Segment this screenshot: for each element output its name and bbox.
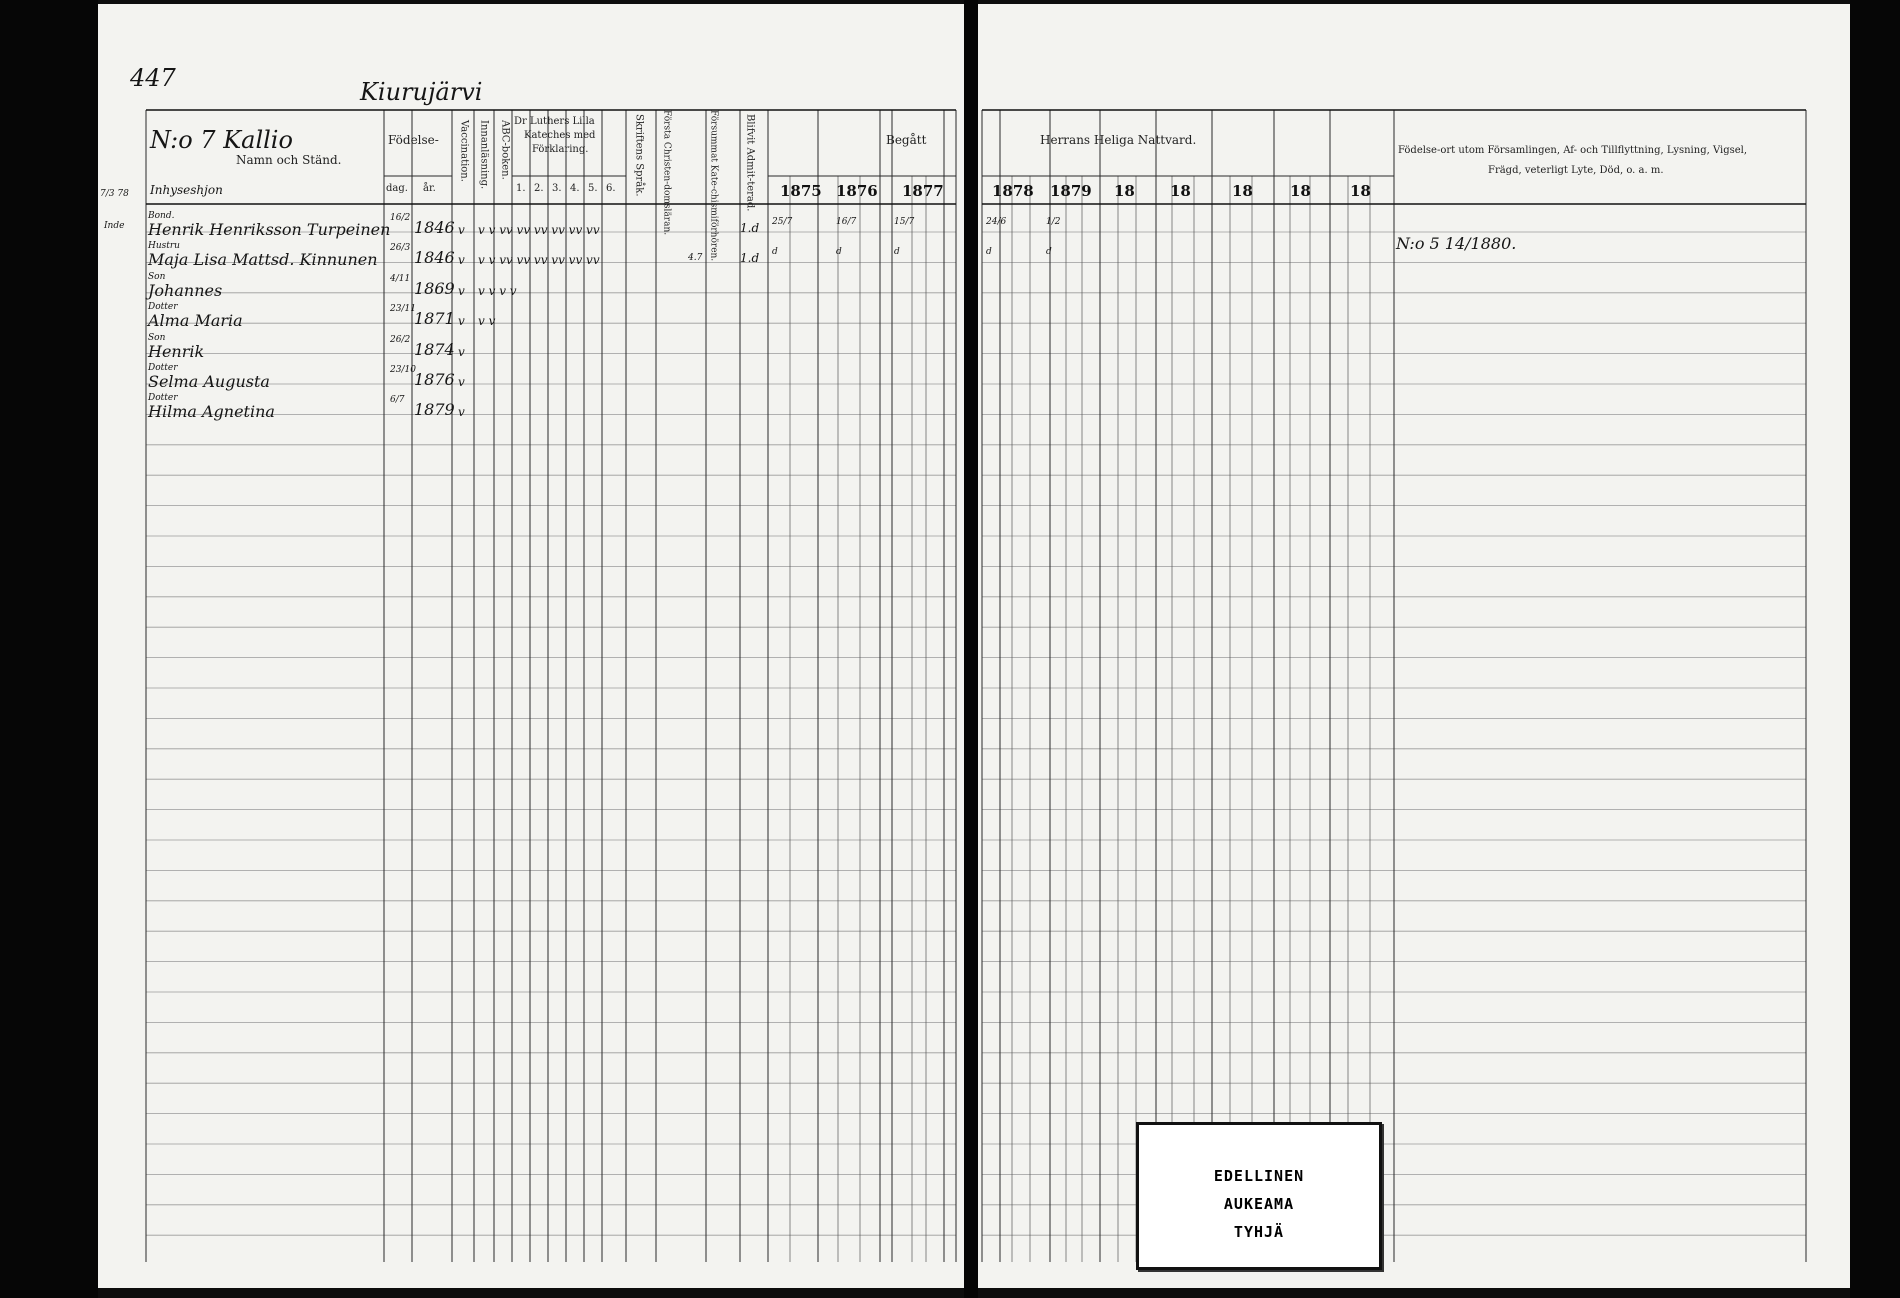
row-communion: 16/7 (836, 217, 857, 227)
header-abc: ABC-boken. (499, 120, 511, 180)
row-birth-day: 26/3 (390, 243, 411, 254)
row-vaccination: v (458, 375, 465, 389)
row-catechism-marks: v v vv vv vv vv vv vv (478, 223, 600, 237)
row-communion: 24/6 (986, 217, 1007, 227)
row-vaccination: v (458, 405, 465, 420)
header-katekes-col: 5. (588, 183, 598, 194)
row-name: Henrik Henriksson Turpeinen (148, 220, 391, 239)
header-katekes-3: Förklaring. (532, 144, 589, 155)
row-vaccination: v (458, 314, 465, 329)
row-communion: d (772, 247, 778, 258)
row-birth-day: 23/11 (390, 304, 416, 315)
stamp-line-3: TYHJÄ (1233, 1223, 1285, 1241)
row-name: Johannes (148, 280, 223, 300)
header-skriftens: Skriftens Språk. (633, 114, 645, 197)
row-role: Hustru (148, 241, 180, 252)
year-column-header: 1879 (1050, 182, 1092, 200)
row-vaccination: v (458, 223, 465, 237)
row-communion: d (986, 247, 992, 258)
village-name: Kiurujärvi (360, 78, 483, 106)
header-nattvard: Herrans Heliga Nattvard. (1040, 133, 1197, 147)
row-role: Son (148, 271, 166, 282)
row-birth-year: 1846 (414, 218, 455, 237)
row-communion: d (836, 247, 842, 258)
row-role: Bond. (148, 211, 175, 221)
header-begatt: Begått (886, 133, 927, 147)
row-name: Alma Maria (148, 311, 243, 331)
header-admitterad: Blifvit Admit-terad. (744, 114, 756, 212)
row-name: Selma Augusta (148, 372, 270, 391)
row-vaccination: v (458, 344, 465, 359)
row-catechism-marks: v v vv vv vv vv vv vv (478, 253, 600, 268)
header-katekes-1: Dr Luthers Lilla (514, 116, 595, 127)
header-vaccination: Vaccination. (458, 120, 470, 182)
header-katekes-col: 6. (606, 183, 616, 194)
row-name: Maja Lisa Mattsd. Kinnunen (148, 250, 378, 270)
stamp-line-2: AUKEAMA (1223, 1195, 1295, 1213)
row-birth-year: 1876 (414, 370, 455, 389)
household-name: N:o 7 Kallio (150, 126, 293, 154)
row-role: Dotter (148, 302, 178, 313)
page-number: 447 (130, 64, 176, 92)
row-admitted: 1.d (740, 251, 760, 266)
row-catechism-marks: v v (478, 314, 496, 329)
row-birth-year: 1874 (414, 339, 455, 359)
header-forsummat: Försummat Kate-chismiförhören. (708, 110, 719, 262)
row-communion: d (1046, 247, 1052, 258)
row-birth-day: 16/2 (390, 213, 411, 223)
row-missed: 4.7 (688, 253, 703, 264)
row-birth-day: 26/2 (390, 334, 411, 345)
header-ar: år. (423, 183, 436, 194)
row-role: Son (148, 332, 166, 343)
year-column-header: 18 (1114, 182, 1135, 200)
row-communion: d (894, 247, 900, 258)
row-birth-day: 4/11 (390, 273, 411, 284)
row-name: Hilma Agnetina (148, 402, 275, 422)
row-catechism-marks: v v v v (478, 283, 517, 298)
year-column-header: 18 (1232, 182, 1253, 200)
header-katekes-2: Kateches med (524, 130, 596, 141)
row-communion: 1/2 (1046, 217, 1061, 227)
row-birth-day: 6/7 (390, 395, 405, 406)
row-role: Dotter (148, 363, 178, 373)
archive-stamp (1136, 1122, 1382, 1270)
row-admitted: 1.d (740, 221, 760, 235)
row-communion: 15/7 (894, 217, 915, 227)
header-dag: dag. (386, 183, 408, 194)
row-vaccination: v (458, 253, 465, 268)
row-birth-year: 1846 (414, 248, 455, 268)
margin-note: Inde (104, 221, 125, 231)
row-birth-year: 1879 (414, 400, 455, 420)
remark-entry: N:o 5 14/1880. (1396, 234, 1517, 253)
header-namn: Namn och Ständ. (236, 153, 342, 167)
header-katekes-col: 2. (534, 183, 544, 194)
year-column-header: 1878 (992, 182, 1034, 200)
year-column-header: 18 (1170, 182, 1191, 200)
year-column-header: 1875 (780, 182, 822, 200)
header-remarks-2: Frägd, veterligt Lyte, Död, o. a. m. (1488, 165, 1664, 176)
header-innanlasning: Innanläsning. (478, 120, 490, 190)
row-name: Henrik (148, 341, 205, 361)
row-communion: 25/7 (772, 217, 793, 227)
margin-date: 7/3 78 (100, 189, 129, 199)
row-birth-year: 1869 (414, 278, 455, 298)
row-vaccination: v (458, 283, 465, 298)
header-katekes-col: 1. (516, 183, 526, 194)
row-role: Dotter (148, 393, 178, 404)
inhyses-label: Inhyseshjon (150, 183, 223, 197)
year-column-header: 1876 (836, 182, 878, 200)
header-katekes-col: 3. (552, 183, 562, 194)
header-fodelse: Födelse- (388, 133, 439, 147)
year-column-header: 1877 (902, 182, 944, 200)
year-column-header: 18 (1290, 182, 1311, 200)
row-birth-year: 1871 (414, 309, 455, 329)
stamp-line-1: EDELLINEN (1213, 1167, 1305, 1185)
header-katekes-col: 4. (570, 183, 580, 194)
header-remarks-1: Födelse-ort utom Församlingen, Af- och Tillflyttning, Lysning, Vigsel, (1398, 145, 1748, 156)
year-column-header: 18 (1350, 182, 1371, 200)
row-birth-day: 23/10 (390, 365, 416, 375)
header-forsta: Första Christen-domsläran. (661, 110, 672, 236)
